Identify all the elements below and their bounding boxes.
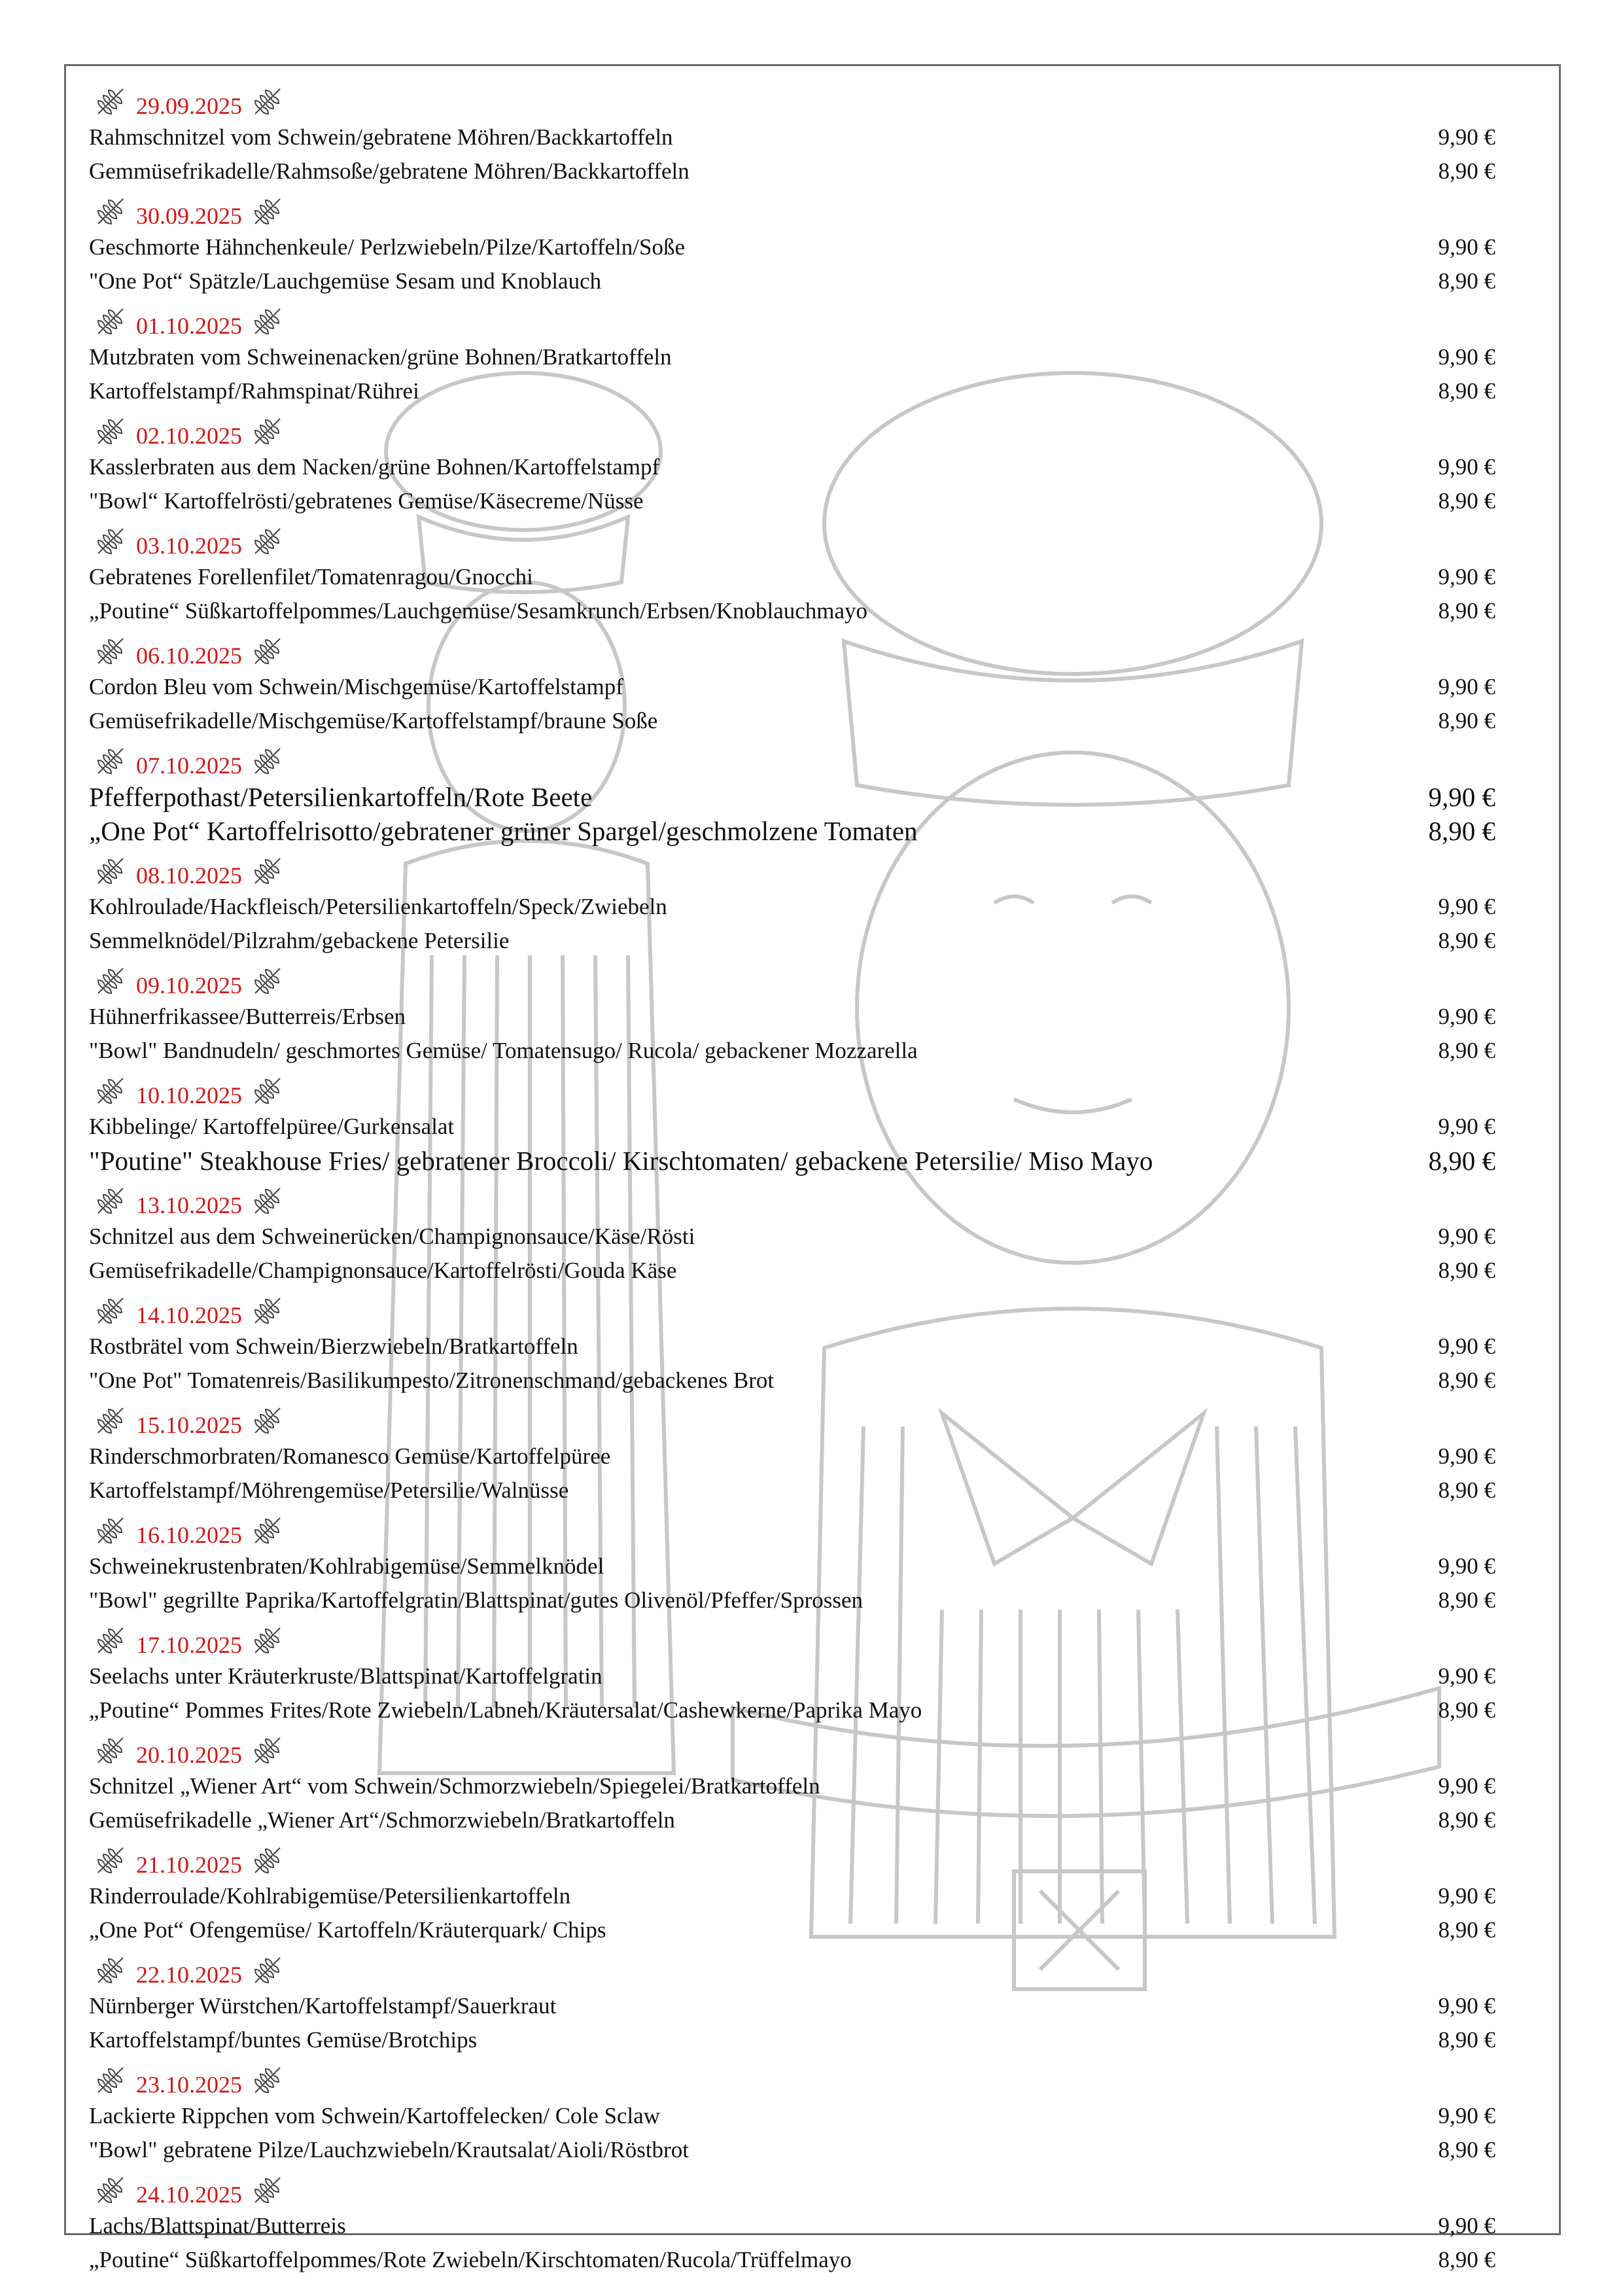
dish-price: 9,90 €: [1438, 1663, 1495, 1689]
date-row: [89, 2057, 1495, 2099]
dish-row: [89, 594, 1495, 628]
menu-day: [89, 2167, 1495, 2277]
date-row: [89, 1617, 1495, 1659]
dish-row: [89, 120, 1495, 154]
date-row: [89, 738, 1495, 780]
date-row: [89, 1398, 1495, 1439]
dish-row: [89, 560, 1495, 594]
date-row: [89, 408, 1495, 450]
dish-row: [89, 1549, 1495, 1583]
menu-date: 07.10.2025: [136, 752, 242, 779]
dish-row: [89, 1803, 1495, 1837]
menu-day: [89, 188, 1495, 298]
date-row: [89, 188, 1495, 230]
menu-day: [89, 1068, 1495, 1178]
menu-date: 06.10.2025: [136, 643, 242, 669]
dish-name: "One Pot" Tomatenreis/Basilikumpesto/Zitronenschmand/gebackenes Brot: [89, 1368, 775, 1393]
menu-date: 22.10.2025: [136, 1962, 242, 1988]
date-row: [89, 628, 1495, 670]
wheat-sprig-icon: [251, 635, 284, 667]
dish-name: "One Pot“ Spätzle/Lauchgemüse Sesam und Knoblauch: [89, 268, 602, 294]
wheat-sprig-icon: [94, 305, 127, 338]
dish-price: 8,90 €: [1438, 1258, 1495, 1283]
dish-row: [89, 450, 1495, 484]
dish-name: Nürnberger Würstchen/Kartoffelstampf/Sauerkraut: [89, 1993, 557, 2019]
dish-row: [89, 780, 1495, 814]
dish-row: [89, 2133, 1495, 2167]
dish-name: Rahmschnitzel vom Schwein/gebratene Möhren/Backkartoffeln: [89, 124, 673, 150]
dish-row: [89, 1989, 1495, 2023]
menu-day: [89, 958, 1495, 1068]
date-row: [89, 1727, 1495, 1769]
dish-row: [89, 1474, 1495, 1508]
menu-day: [89, 1727, 1495, 1837]
menu-day: [89, 738, 1495, 848]
dish-row: [89, 2243, 1495, 2277]
dish-price: 9,90 €: [1438, 1773, 1495, 1799]
wheat-sprig-icon: [94, 195, 127, 228]
dish-name: Schnitzel aus dem Schweinerücken/Champignonsauce/Käse/Rösti: [89, 1224, 695, 1249]
dish-price: 9,90 €: [1438, 1114, 1495, 1139]
date-row: [89, 848, 1495, 890]
dish-row: [89, 1034, 1495, 1068]
date-row: [89, 1288, 1495, 1330]
wheat-sprig-icon: [251, 2064, 284, 2096]
menu-date: 13.10.2025: [136, 1192, 242, 1218]
menu-day: [89, 848, 1495, 958]
wheat-sprig-icon: [251, 525, 284, 557]
menu-date: 14.10.2025: [136, 1302, 242, 1328]
date-row: [89, 1068, 1495, 1110]
dish-price: 9,90 €: [1438, 454, 1495, 480]
dish-name: Kartoffelstampf/buntes Gemüse/Brotchips: [89, 2027, 478, 2053]
dish-price: 8,90 €: [1438, 1917, 1495, 1943]
dish-price: 8,90 €: [1428, 1146, 1495, 1176]
dish-price: 9,90 €: [1438, 2213, 1495, 2238]
dish-price: 9,90 €: [1438, 1443, 1495, 1469]
date-row: [89, 2167, 1495, 2209]
date-row: [89, 1947, 1495, 1989]
wheat-sprig-icon: [251, 1954, 284, 1987]
dish-price: 9,90 €: [1438, 2103, 1495, 2128]
wheat-sprig-icon: [94, 745, 127, 777]
date-row: [89, 1508, 1495, 1549]
dish-name: Kasslerbraten aus dem Nacken/grüne Bohnen/Kartoffelstampf: [89, 454, 660, 480]
dish-name: Schweinekrustenbraten/Kohlrabigemüse/Semmelknödel: [89, 1553, 604, 1579]
dish-name: Lachs/Blattspinat/Butterreis: [89, 2213, 346, 2238]
menu-date: 15.10.2025: [136, 1412, 242, 1438]
dish-name: "Bowl" gebratene Pilze/Lauchzwiebeln/Krautsalat/Aioli/Röstbrot: [89, 2137, 689, 2163]
wheat-sprig-icon: [94, 2174, 127, 2206]
dish-name: "Bowl“ Kartoffelrösti/gebratenes Gemüse/Käsecreme/Nüsse: [89, 488, 644, 514]
menu-date: 29.09.2025: [136, 93, 242, 119]
menu-day: [89, 408, 1495, 518]
wheat-sprig-icon: [251, 2174, 284, 2206]
dish-name: „Poutine“ Süßkartoffelpommes/Rote Zwiebeln/Kirschtomaten/Rucola/Trüffelmayo: [89, 2247, 852, 2272]
dish-price: 8,90 €: [1438, 378, 1495, 404]
dish-price: 8,90 €: [1438, 598, 1495, 624]
menu-day: [89, 298, 1495, 408]
dish-price: 9,90 €: [1438, 1004, 1495, 1029]
dish-row: [89, 1000, 1495, 1034]
date-row: [89, 1837, 1495, 1879]
dish-row: [89, 1439, 1495, 1474]
wheat-sprig-icon: [251, 305, 284, 338]
dish-name: Rinderschmorbraten/Romanesco Gemüse/Kartoffelpüree: [89, 1443, 611, 1469]
dish-price: 8,90 €: [1428, 816, 1495, 846]
dish-name: Seelachs unter Kräuterkruste/Blattspinat/Kartoffelgratin: [89, 1663, 602, 1689]
wheat-sprig-icon: [94, 1074, 127, 1107]
dish-price: 8,90 €: [1438, 1368, 1495, 1393]
wheat-sprig-icon: [251, 1294, 284, 1327]
dish-row: [89, 1330, 1495, 1364]
wheat-sprig-icon: [94, 635, 127, 667]
dish-name: Kibbelinge/ Kartoffelpüree/Gurkensalat: [89, 1114, 455, 1139]
dish-price: 8,90 €: [1438, 158, 1495, 184]
dish-name: "Bowl" Bandnudeln/ geschmortes Gemüse/ Tomatensugo/ Rucola/ gebackener Mozzarella: [89, 1038, 918, 1063]
dish-name: Mutzbraten vom Schweinenacken/grüne Bohnen/Bratkartoffeln: [89, 344, 672, 370]
dish-row: [89, 1693, 1495, 1727]
dish-name: „Poutine“ Pommes Frites/Rote Zwiebeln/Labneh/Kräutersalat/Cashewkerne/Paprika Mayo: [89, 1697, 922, 1723]
dish-name: Lackierte Rippchen vom Schwein/Kartoffelecken/ Cole Sclaw: [89, 2103, 661, 2128]
dish-name: Schnitzel „Wiener Art“ vom Schwein/Schmorzwiebeln/Spiegelei/Bratkartoffeln: [89, 1773, 820, 1799]
menu-day: [89, 79, 1495, 188]
dish-name: Geschmorte Hähnchenkeule/ Perlzwiebeln/Pilze/Kartoffeln/Soße: [89, 234, 685, 260]
dish-name: Pfefferpothast/Petersilienkartoffeln/Rote Beete: [89, 782, 593, 812]
wheat-sprig-icon: [251, 1184, 284, 1217]
menu-date: 10.10.2025: [136, 1082, 242, 1108]
dish-price: 9,90 €: [1438, 234, 1495, 260]
wheat-sprig-icon: [251, 415, 284, 448]
menu-date: 01.10.2025: [136, 313, 242, 339]
menu-day: [89, 1398, 1495, 1508]
date-row: [89, 298, 1495, 340]
dish-row: [89, 264, 1495, 298]
dish-row: [89, 1913, 1495, 1947]
menu-date: 30.09.2025: [136, 203, 242, 229]
menu-date: 24.10.2025: [136, 2181, 242, 2208]
wheat-sprig-icon: [94, 2064, 127, 2096]
dish-row: [89, 2209, 1495, 2243]
dish-row: [89, 1879, 1495, 1913]
dish-row: [89, 484, 1495, 518]
dish-row: [89, 814, 1495, 848]
dish-price: 8,90 €: [1438, 2247, 1495, 2272]
dish-name: „One Pot“ Ofengemüse/ Kartoffeln/Kräuterquark/ Chips: [89, 1917, 606, 1943]
menu-day: [89, 1288, 1495, 1398]
wheat-sprig-icon: [251, 1844, 284, 1877]
wheat-sprig-icon: [251, 85, 284, 118]
wheat-sprig-icon: [251, 1074, 284, 1107]
menu-day: [89, 1178, 1495, 1288]
wheat-sprig-icon: [251, 964, 284, 997]
dish-row: [89, 1583, 1495, 1617]
menu-date: 08.10.2025: [136, 862, 242, 889]
dish-name: Rinderroulade/Kohlrabigemüse/Petersilienkartoffeln: [89, 1883, 571, 1909]
wheat-sprig-icon: [251, 195, 284, 228]
wheat-sprig-icon: [251, 745, 284, 777]
dish-row: [89, 1144, 1495, 1178]
dish-price: 8,90 €: [1438, 1587, 1495, 1613]
menu-day: [89, 1837, 1495, 1947]
wheat-sprig-icon: [94, 85, 127, 118]
dish-price: 8,90 €: [1438, 1807, 1495, 1833]
dish-price: 9,90 €: [1438, 1883, 1495, 1909]
dish-price: 9,90 €: [1438, 564, 1495, 590]
dish-price: 8,90 €: [1438, 268, 1495, 294]
wheat-sprig-icon: [94, 1734, 127, 1767]
dish-price: 8,90 €: [1438, 488, 1495, 514]
dish-price: 9,90 €: [1438, 1993, 1495, 2019]
dish-price: 8,90 €: [1438, 928, 1495, 953]
dish-row: [89, 340, 1495, 374]
dish-row: [89, 670, 1495, 704]
dish-price: 9,90 €: [1438, 674, 1495, 699]
dish-name: „One Pot“ Kartoffelrisotto/gebratener grüner Spargel/geschmolzene Tomaten: [89, 816, 918, 846]
menu-day: [89, 1617, 1495, 1727]
date-row: [89, 79, 1495, 120]
dish-price: 9,90 €: [1438, 1224, 1495, 1249]
dish-row: [89, 1110, 1495, 1144]
menu-date: 20.10.2025: [136, 1742, 242, 1768]
dish-name: Kohlroulade/Hackfleisch/Petersilienkartoffeln/Speck/Zwiebeln: [89, 894, 667, 919]
dish-name: Cordon Bleu vom Schwein/Mischgemüse/Kartoffelstampf: [89, 674, 623, 699]
menu-day: [89, 518, 1495, 628]
dish-name: Gemmüsefrikadelle/Rahmsoße/gebratene Möhren/Backkartoffeln: [89, 158, 689, 184]
dish-name: Kartoffelstampf/Möhrengemüse/Petersilie/Walnüsse: [89, 1477, 569, 1503]
wheat-sprig-icon: [94, 1184, 127, 1217]
dish-name: „Poutine“ Süßkartoffelpommes/Lauchgemüse/Sesamkrunch/Erbsen/Knoblauchmayo: [89, 598, 868, 624]
menu-date: 21.10.2025: [136, 1852, 242, 1878]
wheat-sprig-icon: [94, 1404, 127, 1437]
dish-price: 9,90 €: [1438, 894, 1495, 919]
menu-day: [89, 1947, 1495, 2057]
wheat-sprig-icon: [94, 1954, 127, 1987]
menu-date: 03.10.2025: [136, 533, 242, 559]
dish-name: Semmelknödel/Pilzrahm/gebackene Petersilie: [89, 928, 510, 953]
wheat-sprig-icon: [94, 415, 127, 448]
dish-row: [89, 2023, 1495, 2057]
dish-price: 8,90 €: [1438, 2027, 1495, 2053]
dish-price: 9,90 €: [1438, 124, 1495, 150]
wheat-sprig-icon: [94, 525, 127, 557]
dish-name: Gemüsefrikadelle/Champignonsauce/Kartoffelrösti/Gouda Käse: [89, 1258, 677, 1283]
dish-row: [89, 1220, 1495, 1254]
dish-price: 9,90 €: [1428, 782, 1495, 812]
dish-row: [89, 1254, 1495, 1288]
dish-price: 9,90 €: [1438, 344, 1495, 370]
dish-name: Gebratenes Forellenfilet/Tomatenragou/Gnocchi: [89, 564, 533, 590]
dish-price: 9,90 €: [1438, 1553, 1495, 1579]
menu-date: 23.10.2025: [136, 2072, 242, 2098]
dish-row: [89, 1364, 1495, 1398]
wheat-sprig-icon: [251, 855, 284, 887]
wheat-sprig-icon: [94, 855, 127, 887]
menu-day: [89, 1508, 1495, 1617]
wheat-sprig-icon: [94, 964, 127, 997]
menu-date: 17.10.2025: [136, 1632, 242, 1658]
dish-row: [89, 1659, 1495, 1693]
dish-price: 8,90 €: [1438, 1038, 1495, 1063]
wheat-sprig-icon: [251, 1624, 284, 1657]
dish-price: 9,90 €: [1438, 1333, 1495, 1359]
dish-row: [89, 1769, 1495, 1803]
dish-name: "Poutine" Steakhouse Fries/ gebratener Broccoli/ Kirschtomaten/ gebackene Petersilie/ Miso Mayo: [89, 1146, 1153, 1176]
menu-date: 09.10.2025: [136, 972, 242, 998]
dish-price: 8,90 €: [1438, 2137, 1495, 2163]
dish-row: [89, 890, 1495, 924]
dish-name: Gemüsefrikadelle/Mischgemüse/Kartoffelstampf/braune Soße: [89, 708, 658, 733]
dish-price: 8,90 €: [1438, 1697, 1495, 1723]
menu-date: 16.10.2025: [136, 1522, 242, 1548]
dish-name: Rostbrätel vom Schwein/Bierzwiebeln/Bratkartoffeln: [89, 1333, 578, 1359]
menu-day: [89, 2057, 1495, 2167]
wheat-sprig-icon: [94, 1514, 127, 1547]
date-row: [89, 1178, 1495, 1220]
wheat-sprig-icon: [94, 1844, 127, 1877]
dish-row: [89, 924, 1495, 958]
date-row: [89, 958, 1495, 1000]
dish-price: 8,90 €: [1438, 708, 1495, 733]
wheat-sprig-icon: [251, 1404, 284, 1437]
wheat-sprig-icon: [94, 1294, 127, 1327]
wheat-sprig-icon: [251, 1514, 284, 1547]
menu-date: 02.10.2025: [136, 423, 242, 449]
dish-name: Kartoffelstampf/Rahmspinat/Rührei: [89, 378, 419, 404]
dish-row: [89, 2099, 1495, 2133]
dish-name: "Bowl" gegrillte Paprika/Kartoffelgratin/Blattspinat/gutes Olivenöl/Pfeffer/Sprossen: [89, 1587, 864, 1613]
dish-row: [89, 374, 1495, 408]
dish-row: [89, 704, 1495, 738]
dish-row: [89, 154, 1495, 188]
dish-row: [89, 230, 1495, 264]
dish-name: Gemüsefrikadelle „Wiener Art“/Schmorzwiebeln/Bratkartoffeln: [89, 1807, 675, 1833]
wheat-sprig-icon: [94, 1624, 127, 1657]
dish-name: Hühnerfrikassee/Butterreis/Erbsen: [89, 1004, 406, 1029]
menu-day: [89, 628, 1495, 738]
dish-price: 8,90 €: [1438, 1477, 1495, 1503]
weekly-menu: [89, 79, 1495, 2277]
wheat-sprig-icon: [251, 1734, 284, 1767]
date-row: [89, 518, 1495, 560]
